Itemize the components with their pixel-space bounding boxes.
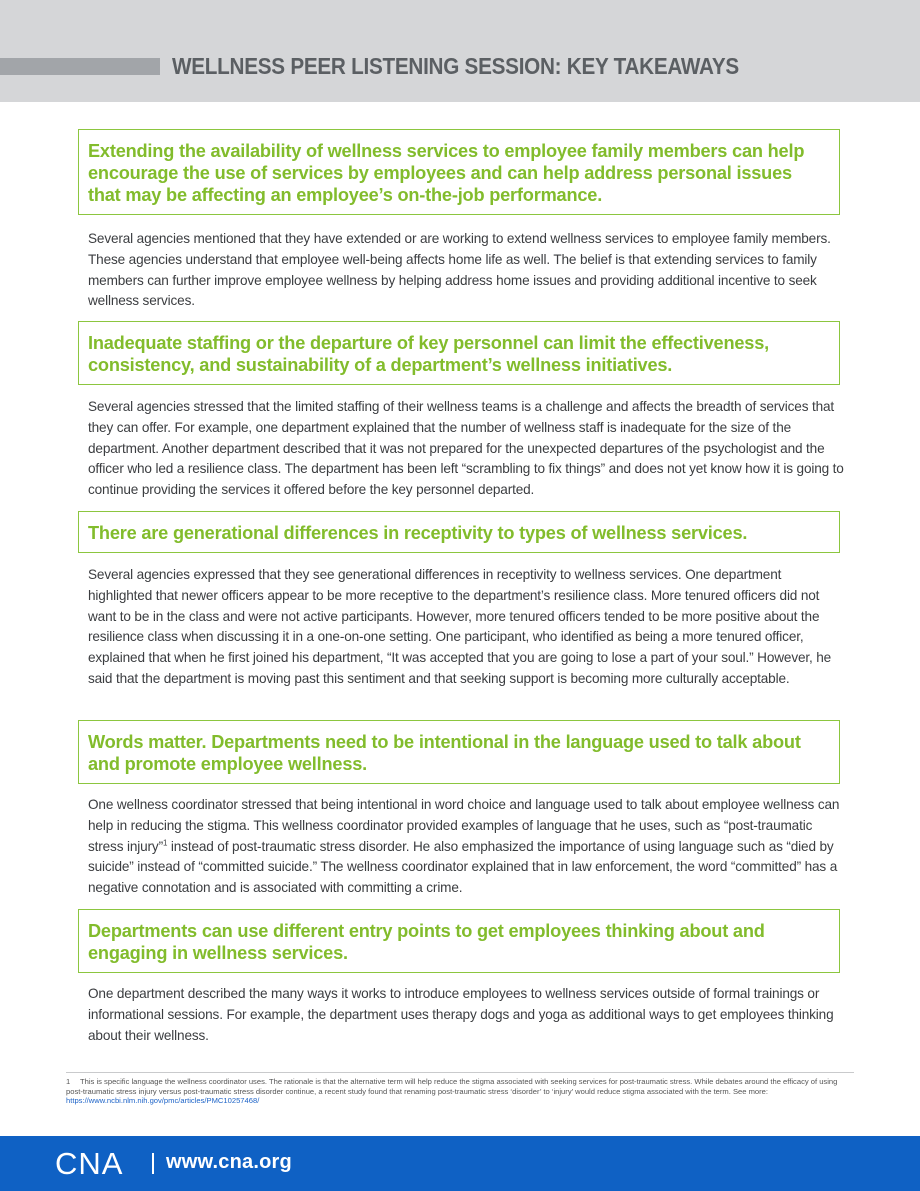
- footer-separator: [152, 1153, 154, 1174]
- body-paragraph: Several agencies mentioned that they have extended or are working to extend wellness services to employee family members. These agencies understand that employee well-being affects home life as well. The belief is that extending services to family members can further improve employee wellness by helping address home issues and providing additional incentive to seek wellness services.: [88, 231, 831, 309]
- page-header: [0, 0, 920, 102]
- cna-logo[interactable]: [55, 1146, 137, 1180]
- callout-heading: There are generational differences in receptivity to types of wellness services.: [88, 523, 748, 543]
- footnote: [66, 1077, 852, 1106]
- callout-box-generational: [78, 511, 840, 553]
- page-footer: [0, 1136, 920, 1191]
- callout-box-words-matter: [78, 720, 840, 784]
- footnote-text: This is specific language the wellness coordinator uses. The rationale is that the alternative term will help reduce the stigma associated with seeking services for post-traumatic stress. While debates around the efficacy of using post-traumatic stress injury versus post-traumatic stress disorder continue, a recent study found that renaming post-traumatic stress ‘disorder’ to ‘injury’ would reduce stigma associated with the term. See more:: [66, 1077, 838, 1096]
- body-paragraph: One department described the many ways it works to introduce employees to wellness services outside of formal trainings or informational sessions. For example, the department uses therapy dogs and yoga as additional ways to get employees thinking about their wellness.: [88, 986, 834, 1043]
- page-title: WELLNESS PEER LISTENING SESSION: KEY TAKEAWAYS: [172, 53, 739, 79]
- callout-box-family-services: [78, 129, 840, 215]
- cna-logo-mark: [55, 1148, 137, 1178]
- callout-box-entry-points: [78, 909, 840, 973]
- footnote-reference[interactable]: 1: [162, 838, 168, 848]
- body-paragraph: [88, 795, 848, 899]
- svg-text:CNA: CNA: [55, 1148, 124, 1178]
- footer-website-link[interactable]: www.cna.org: [166, 1151, 292, 1173]
- header-accent-bar: [0, 58, 160, 75]
- body-paragraph: Several agencies expressed that they see generational differences in receptivity to wellness services. One department highlighted that newer officers appear to be more receptive to the department’s resilience class. More tenured officers did not want to be in the class and were not active participants. However, more tenured officers tended to be more positive about the resilience class when discussing it in a one-on-one setting. One participant, who identified as being a more tenured officer, explained that when he first joined his department, “It was accepted that you are going to lose a part of your soul.” However, he said that the department is moving past this sentiment and that seeking support is becoming more culturally acceptable.: [88, 567, 832, 686]
- callout-heading: Departments can use different entry points to get employees thinking about and engaging in wellness services.: [88, 921, 765, 963]
- footnote-number: 1: [66, 1077, 71, 1086]
- callout-box-staffing: [78, 321, 840, 385]
- body-text-part: instead of post-traumatic stress disorder. He also emphasized the importance of using language such as “died by suicide” instead of “committed suicide.” The wellness coordinator explained that in law enforcement, the word “committed” has a negative connotation and is associated with committing a crime.: [88, 838, 838, 896]
- callout-heading: Inadequate staffing or the departure of key personnel can limit the effectiveness, consistency, and sustainability of a department’s wellness initiatives.: [88, 333, 769, 375]
- footnote-divider: [66, 1072, 854, 1073]
- callout-heading: Extending the availability of wellness services to employee family members can help encourage the use of services by employees and can help address personal issues that may be affecting an employee’s on-the-job performance.: [88, 141, 805, 205]
- body-paragraph: Several agencies stressed that the limited staffing of their wellness teams is a challenge and affects the breadth of services that they can offer. For example, one department explained that the number of wellness staff is inadequate for the size of the department. Another department described that it was not prepared for the unexpected departures of the psychologist and the officer who led a resilience class. The department has been left “scrambling to fix things” and does not yet know how it is going to continue providing the services it offered before the key personnel departed.: [88, 399, 844, 498]
- footnote-link[interactable]: https://www.ncbi.nlm.nih.gov/pmc/articles/PMC10257468/: [66, 1096, 260, 1106]
- callout-heading: Words matter. Departments need to be intentional in the language used to talk about and promote employee wellness.: [88, 732, 801, 774]
- body-text-part: One wellness coordinator stressed that being intentional in word choice and language used to talk about employee wellness can help in reducing the stigma. This wellness coordinator provided examples of language that he uses, such as “post-traumatic stress injury”: [88, 797, 840, 854]
